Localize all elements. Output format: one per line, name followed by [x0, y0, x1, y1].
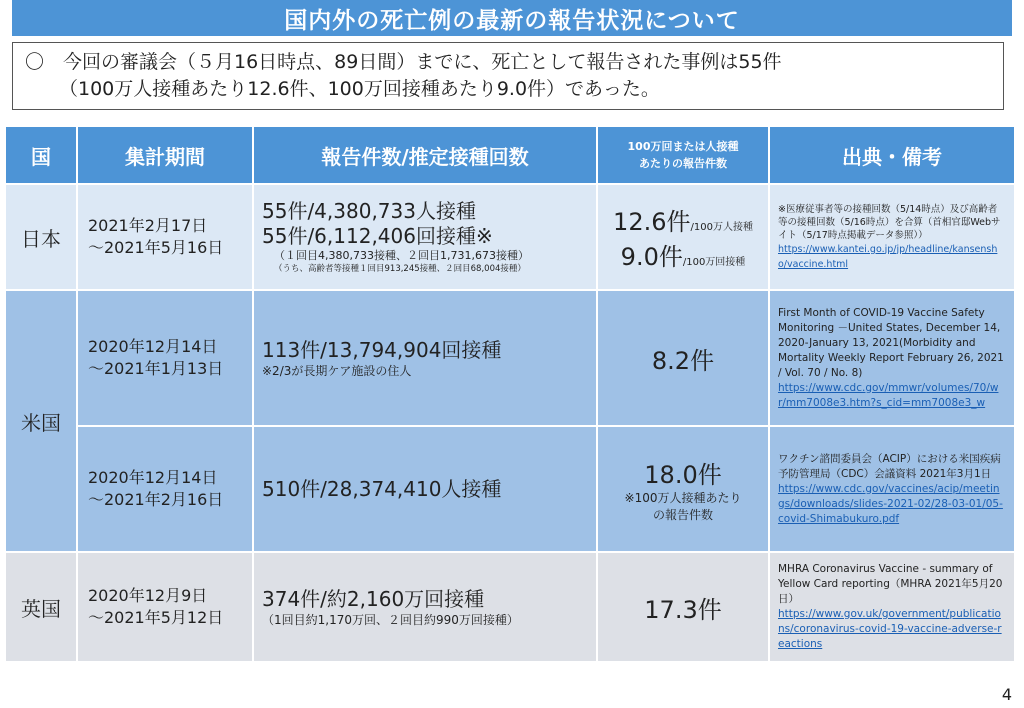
source-link[interactable]: https://www.cdc.gov/mmwr/volumes/70/wr/mm7008e3.htm?s_cid=mm7008e3_w: [778, 381, 999, 409]
source-link[interactable]: https://www.kantei.go.jp/jp/headline/kansensho/vaccine.html: [778, 243, 998, 270]
count-elderly-breakdown: （うち、高齢者等接種１回目913,245接種、２回目68,004接種）: [274, 264, 526, 274]
period-end: ～2021年1月13日: [88, 359, 224, 378]
period-end: ～2021年2月16日: [88, 490, 224, 509]
rate-value: 8.2件: [651, 346, 715, 375]
count-dose-breakdown: （1回目約1,170万回、２回目約990万回接種）: [262, 612, 519, 627]
page-number: 4: [1001, 685, 1012, 704]
table-row-uk: [5, 552, 1015, 662]
count-per-person: 55件/4,380,733人接種: [262, 199, 476, 223]
period-cell: [77, 426, 253, 552]
count-per-dose: 55件/6,112,406回接種※: [262, 224, 493, 248]
period-start: 2020年12月14日: [88, 468, 218, 487]
header-count: 報告件数/推定接種回数: [253, 126, 597, 184]
source-cell: [769, 290, 1015, 426]
period-cell: [77, 184, 253, 290]
summary-line-2: （100万人接種あたり12.6件、100万回接種あたり9.0件）であった。: [59, 78, 660, 100]
count-dose-breakdown: （１回目4,380,733接種、２回目1,731,673接種）: [274, 249, 529, 262]
summary-line-1: 〇 今回の審議会（５月16日時点、89日間）までに、死亡として報告された事例は55件: [25, 51, 782, 73]
country-cell: 英国: [5, 552, 77, 662]
source-link[interactable]: https://www.cdc.gov/vaccines/acip/meetings/downloads/slides-2021-02/28-03-01/05-covid-Shimabukuro.pdf: [778, 482, 1003, 525]
rate-note-2: の報告件数: [652, 507, 713, 522]
count-cell: [253, 426, 597, 552]
source-text: MHRA Coronavirus Vaccine - summary of Yellow Card reporting（MHRA 2021年5月20日）: [778, 563, 1003, 605]
table-header-row: [5, 126, 1015, 184]
rate-value: 17.3件: [644, 595, 722, 624]
table-row-japan: [5, 184, 1015, 290]
source-text: ワクチン諮問委員会（ACIP）における米国疾病予防管理局（CDC）会議資料 2021年3月1日: [778, 452, 1001, 480]
table-row-us-2: [5, 426, 1015, 552]
header-rate-line-1: 100万回または人接種: [627, 140, 739, 153]
count-per-person: 510件/28,374,410人接種: [262, 476, 502, 501]
source-text: First Month of COVID-19 Vaccine Safety Monitoring －United States, December 14, 2020-January 13, 2021(Morbidity and Mortality Weekly Report February 26, 2021 / Vol. 70 / No. 8): [778, 306, 1004, 379]
period-cell: [77, 552, 253, 662]
summary-box: [12, 42, 1004, 110]
period-cell: [77, 290, 253, 426]
table-row-us-1: [5, 290, 1015, 426]
header-rate-line-2: あたりの報告件数: [639, 157, 727, 170]
period-start: 2021年2月17日: [88, 216, 208, 235]
page-title: 国内外の死亡例の最新の報告状況について: [12, 0, 1012, 36]
rate-note-1: ※100万人接種あたり: [624, 490, 742, 505]
country-cell: 米国: [5, 290, 77, 552]
count-cell: [253, 552, 597, 662]
count-cell: [253, 184, 597, 290]
count-per-dose: 113件/13,794,904回接種: [262, 337, 502, 362]
rate-per-person: [606, 202, 760, 237]
rate-value: 12.6件: [613, 208, 691, 236]
rate-cell: [597, 290, 769, 426]
rate-cell: [597, 184, 769, 290]
count-note: ※2/3が長期ケア施設の住人: [262, 363, 412, 378]
count-cell: [253, 290, 597, 426]
death-report-table: [4, 125, 1016, 663]
period-start: 2020年12月9日: [88, 586, 208, 605]
rate-per-dose: [606, 237, 760, 272]
rate-unit: /100万回接種: [682, 257, 746, 268]
rate-value: 18.0件: [644, 460, 722, 489]
period-end: ～2021年5月12日: [88, 608, 224, 627]
header-country: 国: [5, 126, 77, 184]
count-per-dose: 374件/約2,160万回接種: [262, 586, 485, 611]
header-period: 集計期間: [77, 126, 253, 184]
source-link[interactable]: https://www.gov.uk/government/publications/coronavirus-covid-19-vaccine-adverse-reactions: [778, 608, 1002, 650]
rate-unit: /100万人接種: [690, 222, 753, 233]
source-cell: [769, 552, 1015, 662]
header-source: 出典・備考: [769, 126, 1015, 184]
period-end: ～2021年5月16日: [88, 238, 224, 257]
period-start: 2020年12月14日: [88, 337, 218, 356]
source-cell: [769, 184, 1015, 290]
rate-value: 9.0件: [620, 243, 683, 271]
source-cell: [769, 426, 1015, 552]
country-cell: 日本: [5, 184, 77, 290]
header-rate: [597, 126, 769, 184]
rate-cell: [597, 426, 769, 552]
source-note: ※医療従事者等の接種回数（5/14時点）及び高齢者等の接種回数（5/16時点）を合算（首相官邸Webサイト（5/17時点掲載データ参照））: [778, 203, 1001, 241]
rate-cell: [597, 552, 769, 662]
